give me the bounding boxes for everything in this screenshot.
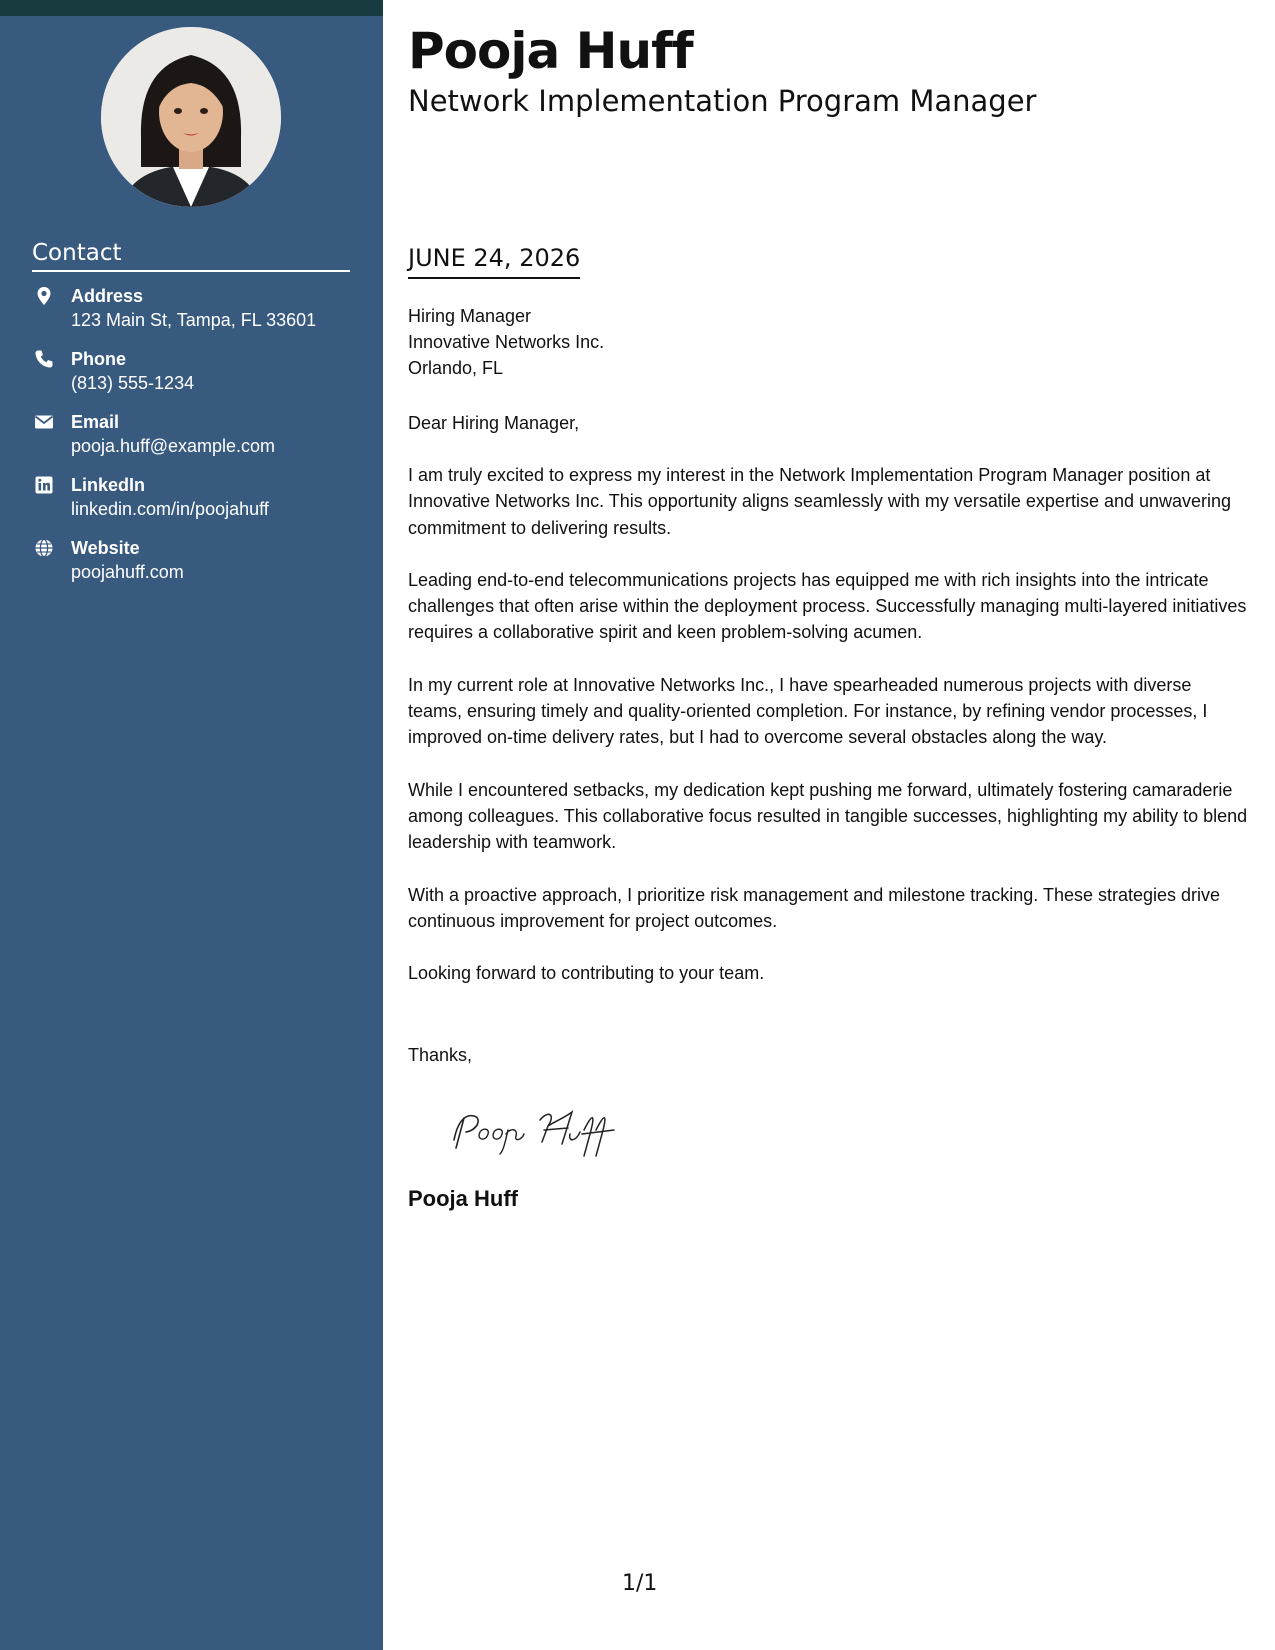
contact-value-address: 123 Main St, Tampa, FL 33601: [71, 310, 317, 330]
contact-item-phone: [32, 347, 372, 410]
contact-item-website: [32, 536, 372, 599]
recipient-block: [408, 303, 604, 381]
contact-label-phone: Phone: [71, 349, 127, 369]
contact-label-website: Website: [71, 538, 140, 558]
phone-icon: [34, 349, 54, 369]
sidebar-top-bar: [0, 0, 383, 16]
contact-list: [32, 284, 372, 599]
body-paragraph: With a proactive approach, I prioritize risk management and milestone tracking. These strategies drive continuous improvement for project outcomes.: [408, 884, 1221, 931]
recipient-line: Innovative Networks Inc.: [408, 332, 605, 352]
page-number: 1/1: [622, 1571, 658, 1596]
contact-item-email: [32, 410, 372, 473]
body-paragraph: In my current role at Innovative Networks Inc., I have spearheaded numerous projects with diverse teams, ensuring timely and quality-oriented completion. For instance, by refining vendor processes, I improved on-time delivery rates, but I had to overcome several obstacles along the way.: [408, 674, 1208, 748]
avatar: [101, 27, 281, 207]
applicant-name: Pooja Huff: [408, 22, 693, 80]
globe-icon: [34, 538, 54, 558]
contact-value-phone: (813) 555-1234: [71, 373, 195, 393]
map-pin-icon: [34, 286, 54, 306]
body-paragraph: Leading end-to-end telecommunications projects has equipped me with rich insights into the intricate challenges that often arise within the deployment process. Successfully managing multi-layered initiatives requires a collaborative spirit and keen problem-solving acumen.: [408, 569, 1247, 643]
contact-label-email: Email: [71, 412, 120, 432]
greeting: Dear Hiring Manager,: [408, 413, 580, 433]
body-paragraph: While I encountered setbacks, my dedication kept pushing me forward, ultimately fostering camaraderie among colleagues. This collaborative focus resulted in tangible successes, highlighting my ability to blend leadership with teamwork.: [408, 779, 1248, 853]
contact-label-address: Address: [71, 286, 144, 306]
contact-heading: Contact: [32, 240, 350, 272]
sidebar: [0, 0, 383, 1650]
contact-value-linkedin[interactable]: linkedin.com/in/poojahuff: [71, 499, 269, 519]
recipient-line: Hiring Manager: [408, 306, 532, 326]
contact-label-linkedin: LinkedIn: [71, 475, 146, 495]
signer-name: Pooja Huff: [408, 1186, 518, 1211]
linkedin-icon: [34, 475, 54, 495]
contact-value-email[interactable]: pooja.huff@example.com: [71, 436, 276, 456]
handwritten-signature: [444, 1100, 644, 1160]
avatar-portrait-icon: [101, 27, 281, 207]
recipient-line: Orlando, FL: [408, 358, 504, 378]
envelope-icon: [34, 412, 54, 432]
contact-item-address: [32, 284, 372, 347]
body-paragraph: I am truly excited to express my interest in the Network Implementation Program Manager position at Innovative Networks Inc. This opportunity aligns seamlessly with my versatile expertise and unwavering commitment to delivering results.: [408, 465, 1232, 538]
body-paragraph: Looking forward to contributing to your team.: [408, 963, 765, 984]
job-title: Network Implementation Program Manager: [408, 84, 1037, 118]
letter-date: JUNE 24, 2026: [408, 244, 580, 279]
letter-body: [408, 462, 1248, 1012]
contact-item-linkedin: [32, 473, 372, 536]
contact-value-website[interactable]: poojahuff.com: [71, 562, 184, 582]
closing: Thanks,: [408, 1045, 473, 1065]
